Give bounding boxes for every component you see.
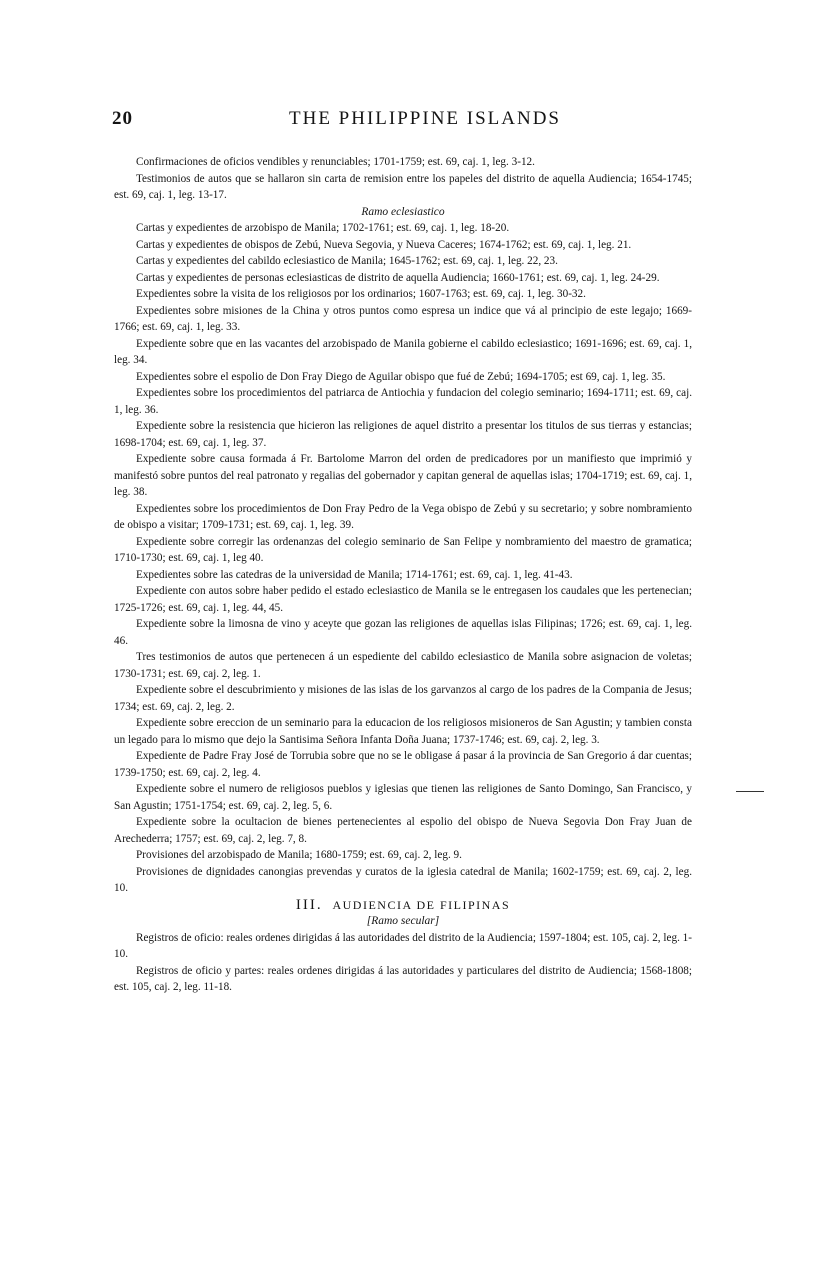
entry-paragraph: Expedientes sobre los procedimientos de Don Fray Pedro de la Vega obispo de Zebú y su secretario; y sobre nombramiento de obispo a visitar; 1709-1731; est. 69, caj. 1, leg. 39. (114, 502, 692, 531)
entry-paragraph: Provisiones del arzobispado de Manila; 1680-1759; est. 69, caj. 2, leg. 9. (136, 849, 462, 861)
entry-paragraph: Expediente sobre que en las vacantes del arzobispado de Manila gobierne el cabildo eclesiastico; 1691-1696; est. 69, caj. 1, leg. 34. (114, 337, 692, 366)
margin-rule (736, 791, 764, 792)
entry-paragraph: Tres testimonios de autos que pertenecen á un espediente del cabildo eclesiastico de Manila sobre asignacion de voletas; 1730-1731; est. 69, caj. 2, leg. 1. (114, 651, 692, 680)
entry-paragraph: Registros de oficio y partes: reales ordenes dirigidas á las autoridades y particulares del distrito de Audiencia; 1568-1808; est. 105, caj. 2, leg. 11-18. (114, 964, 692, 993)
entry-paragraph: Cartas y expedientes de personas eclesiasticas de distrito de aquella Audiencia; 1660-1761; est. 69, caj. 1, leg. 24-29. (136, 271, 660, 284)
entry-paragraph: Expediente sobre la ocultacion de bienes pertenecientes al espolio del obispo de Nueva Segovia Don Fray Juan de Arechederra; 1757; est. 69, caj. 2, leg. 7, 8. (114, 816, 692, 845)
entry-paragraph: Expediente de Padre Fray José de Torrubia sobre que no se le obligase á pasar á la provincia de San Gregorio á dar cuentas; 1739-1750; est. 69, caj. 2, leg. 4. (114, 750, 692, 779)
entry-paragraph: Expediente sobre el numero de religiosos pueblos y iglesias que tienen las religiones de Santo Domingo, San Francisco, y San Agustin; 1751-1754; est. 69, caj. 2, leg. 5, 6. (114, 783, 692, 812)
entry-paragraph: Expedientes sobre misiones de la China y otros puntos como espresa un indice que vá al principio de este legajo; 1669-1766; est. 69, caj. 1, leg. 33. (114, 304, 692, 333)
entry-paragraph: Expediente con autos sobre haber pedido el estado eclesiastico de Manila se le entregasen los caudales que les pertenecian; 1725-1726; est. 69, caj. 1, leg. 44, 45. (114, 585, 692, 614)
entry-paragraph: Expedientes sobre el espolio de Don Fray Diego de Aguilar obispo que fué de Zebú; 1694-1705; est 69, caj. 1, leg. 35. (136, 370, 666, 383)
entry-paragraph: Expediente sobre el descubrimiento y misiones de las islas de los garvanzos al cargo de los padres de la Compania de Jesus; 1734; est. 69, caj. 2, leg. 2. (114, 684, 692, 713)
section-numeral: III. (295, 896, 323, 913)
entry-paragraph: Registros de oficio: reales ordenes dirigidas á las autoridades del distrito de la Audiencia; 1597-1804; est. 105, caj. 2, leg. 1-10. (114, 931, 692, 960)
entry-paragraph: Expediente sobre la resistencia que hicieron las religiones de aquel distrito a presentar los titulos de sus tierras y estancias; 1698-1704; est. 69, caj. 1, leg. 37. (114, 420, 692, 449)
section-heading (114, 897, 692, 914)
running-title: THE PHILIPPINE ISLANDS (289, 108, 561, 129)
entry-paragraph: Expedientes sobre la visita de los religiosos por los ordinarios; 1607-1763; est. 69, caj. 1, leg. 30-32. (136, 288, 586, 300)
ramo-eclesiastico-heading: Ramo eclesiastico (361, 205, 445, 218)
entry-paragraph: Expedientes sobre las catedras de la universidad de Manila; 1714-1761; est. 69, caj. 1, leg. 41-43. (136, 568, 573, 581)
entry-paragraph: Testimonios de autos que se hallaron sin carta de remision entre los papeles del distrito de aquella Audiencia; 1654-1745; est. 69, caj. 1, leg. 13-17. (114, 172, 692, 201)
entry-paragraph: Expediente sobre ereccion de un seminario para la educacion de los religiosos misioneros de San Agustin; y tambien consta un legado para lo mismo que dejo la Santisima Señora Infanta Doña Juana; 1737-1746; est. 69, caj. 2, leg. 3. (114, 717, 692, 746)
entry-paragraph: Expedientes sobre los procedimientos del patriarca de Antiochia y fundacion del colegio seminario; 1694-1711; est. 69, caj. 1, leg. 36. (114, 387, 692, 416)
entry-paragraph: Provisiones de dignidades canongias prevendas y curatos de la iglesia catedral de Manila; 1602-1759; est. 69, caj. 2, leg. 10. (114, 865, 692, 894)
entry-paragraph: Expediente sobre causa formada á Fr. Bartolome Marron del orden de predicadores por un manifiesto que imprimió y manifestó sobre puntos del real patronato y regalias del gobernador y capitan general de aquellas islas; 1704-1719; est. 69, caj. 1, leg. 38. (114, 453, 692, 498)
ramo-secular-heading: [Ramo secular] (366, 915, 440, 927)
entry-paragraph: Confirmaciones de oficios vendibles y renunciables; 1701-1759; est. 69, caj. 1, leg. 3-12. (136, 156, 535, 168)
entry-paragraph: Cartas y expedientes del cabildo eclesiastico de Manila; 1645-1762; est. 69, caj. 1, leg. 22, 23. (136, 255, 558, 267)
text-column (114, 154, 692, 996)
page-number: 20 (112, 108, 133, 129)
entry-paragraph: Cartas y expedientes de arzobispo de Manila; 1702-1761; est. 69, caj. 1, leg. 18-20. (136, 222, 510, 234)
entry-paragraph: Cartas y expedientes de obispos de Zebú, Nueva Segovia, y Nueva Caceres; 1674-1762; est. 69, caj. 1, leg. 21. (136, 238, 632, 251)
section-title: AUDIENCIA DE FILIPINAS (332, 897, 511, 912)
entry-paragraph: Expediente sobre la limosna de vino y aceyte que gozan las religiones de aquellas islas Filipinas; 1726; est. 69, caj. 1, leg. 46. (114, 618, 692, 647)
entry-paragraph: Expediente sobre corregir las ordenanzas del colegio seminario de San Felipe y nombramiento del maestro de gramatica; 1710-1730; est. 69, caj. 1, leg 40. (114, 535, 692, 564)
